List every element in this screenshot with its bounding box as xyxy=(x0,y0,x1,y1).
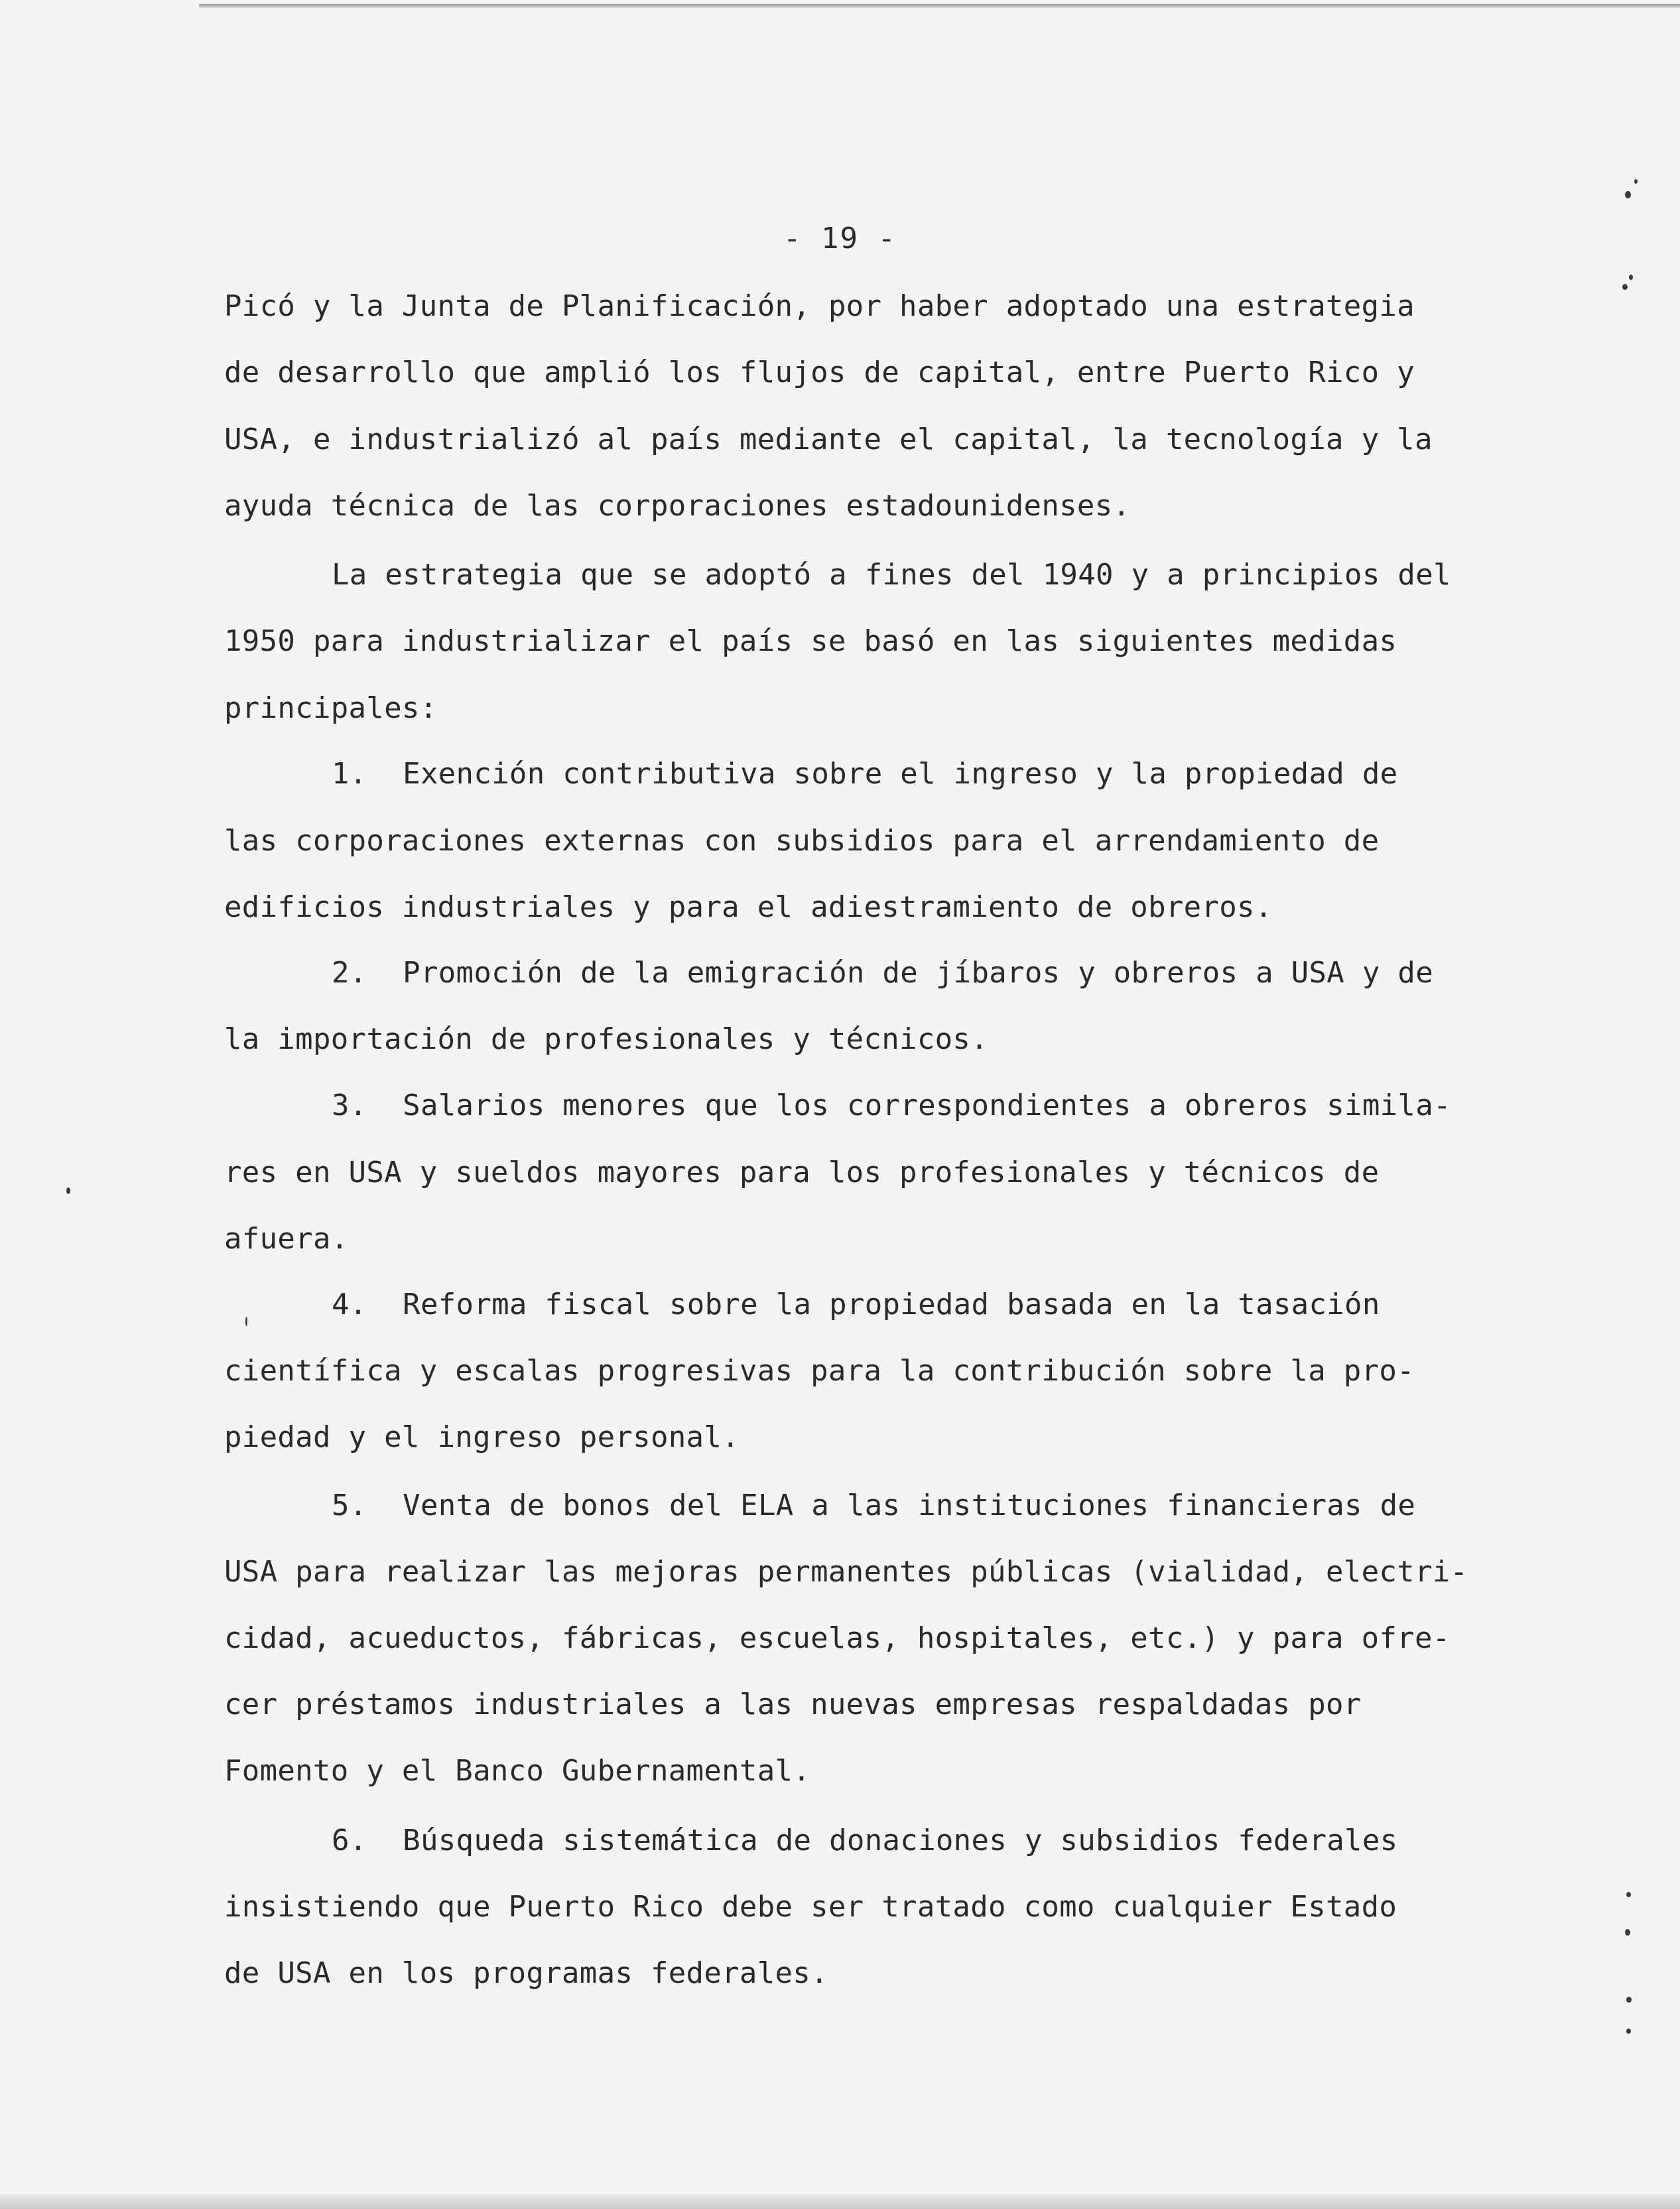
text-line: Fomento y el Banco Gubernamental. xyxy=(224,1754,811,1788)
text-line: USA para realizar las mejoras permanentes públicas (vialidad, electri- xyxy=(224,1555,1468,1589)
text-line: res en USA y sueldos mayores para los profesionales y técnicos de xyxy=(224,1156,1380,1189)
scan-speck xyxy=(1626,1892,1631,1897)
paragraph-first-line: La estrategia que se adoptó a fines del 1940 y a principios del xyxy=(332,558,1451,592)
text-line: Picó y la Junta de Planificación, por haber adoptado una estrategia xyxy=(224,289,1415,323)
list-item-4: 4. Reforma fiscal sobre la propiedad basada en la tasación xyxy=(332,1288,1380,1321)
scan-speck xyxy=(1634,179,1638,184)
scan-speck xyxy=(66,1187,70,1194)
text-line: afuera. xyxy=(224,1222,349,1256)
scan-speck xyxy=(1622,284,1628,290)
scan-speck xyxy=(1629,275,1633,280)
text-line: piedad y el ingreso personal. xyxy=(224,1420,740,1454)
list-item-5: 5. Venta de bonos del ELA a las instituciones financieras de xyxy=(332,1489,1416,1522)
text-line: de desarrollo que amplió los flujos de capital, entre Puerto Rico y xyxy=(224,356,1415,389)
top-edge-shadow xyxy=(199,4,1680,8)
scan-speck xyxy=(1626,1997,1632,2003)
scan-speck xyxy=(1626,2029,1631,2034)
text-line: ayuda técnica de las corporaciones estadounidenses. xyxy=(224,489,1131,523)
list-item-6: 6. Búsqueda sistemática de donaciones y subsidios federales xyxy=(332,1824,1398,1857)
text-line: 1950 para industrializar el país se basó en las siguientes medidas xyxy=(224,624,1397,658)
bottom-edge-shadow xyxy=(0,2194,1680,2209)
text-line: principales: xyxy=(224,691,438,725)
scan-speck xyxy=(1625,1929,1630,1936)
scan-speck xyxy=(1625,191,1631,198)
text-line: científica y escalas progresivas para la contribución sobre la pro- xyxy=(224,1354,1415,1388)
text-line: USA, e industrializó al país mediante el capital, la tecnología y la xyxy=(224,423,1433,456)
list-item-3: 3. Salarios menores que los correspondientes a obreros simila- xyxy=(332,1089,1451,1122)
text-line: las corporaciones externas con subsidios para el arrendamiento de xyxy=(224,824,1380,858)
text-line: cidad, acueductos, fábricas, escuelas, hospitales, etc.) y para ofre- xyxy=(224,1621,1451,1655)
text-line: la importación de profesionales y técnicos. xyxy=(224,1022,988,1056)
list-item-2: 2. Promoción de la emigración de jíbaros y obreros a USA y de xyxy=(332,956,1433,990)
text-line: insistiendo que Puerto Rico debe ser tratado como cualquier Estado xyxy=(224,1890,1397,1924)
page-number: - 19 - xyxy=(783,222,897,255)
text-line: de USA en los programas federales. xyxy=(224,1956,828,1990)
scan-speck xyxy=(245,1317,247,1326)
text-line: cer préstamos industriales a las nuevas empresas respaldadas por xyxy=(224,1688,1362,1721)
list-item-1: 1. Exención contributiva sobre el ingreso y la propiedad de xyxy=(332,757,1398,791)
text-line: edificios industriales y para el adiestramiento de obreros. xyxy=(224,890,1273,924)
